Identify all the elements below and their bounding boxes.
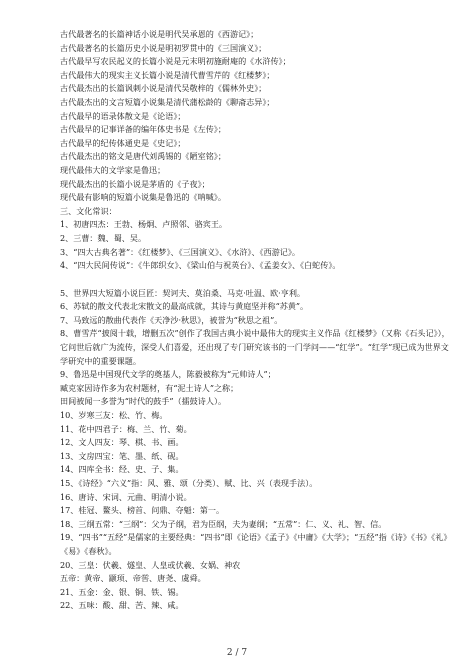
text-line: 古代最杰出的文言短篇小说集是清代蒲松龄的《聊斋志异》； bbox=[60, 96, 275, 107]
text-line: 17、桂冠、鳌头、榜首、问鼎、夺魁：第一。 bbox=[60, 505, 225, 516]
text-line: 15、《诗经》“六义”指：风、雅、颂（分类）、赋、比、兴（表现手法）。 bbox=[60, 478, 318, 488]
page-number: 2 / 7 bbox=[226, 648, 248, 658]
text-line: 古代最著名的长篇神话小说是明代吴承恩的《西游记》； bbox=[60, 29, 259, 39]
text-line: 6、苏轼的散文代表北宋散文的最高成就，其诗与黄庭坚并称“苏黄”。 bbox=[60, 301, 309, 312]
document-body bbox=[60, 28, 456, 613]
text-line: 田间被闻一多誉为“时代的鼓手”（擂鼓诗人）。 bbox=[60, 396, 227, 407]
text-line: 五帝：黄帝、颛顼、帝喾、唐尧、虞舜。 bbox=[60, 573, 206, 584]
text-line: 16、唐诗、宋词、元曲、明清小说。 bbox=[60, 491, 192, 502]
text-line: 9、鲁迅是中国现代文学的奠基人，陈毅被称为“元帅诗人”； bbox=[60, 369, 276, 380]
text-line: 20、三皇：伏羲、燧皇、人皇或伏羲、女娲、神农 bbox=[60, 559, 241, 570]
text-line: 5、世界四大短篇小说巨匠：契诃夫、莫泊桑、马克·吐温、欧·亨利。 bbox=[60, 287, 306, 298]
section-heading: 三、文化常识： bbox=[60, 205, 117, 216]
text-line: 1、初唐四杰：王勃、杨炯、卢照邻、骆宾王。 bbox=[60, 219, 228, 230]
text-line: 7、马致远的散曲代表作《天净沙·秋思》，被誉为“秋思之祖”。 bbox=[60, 314, 283, 325]
blank-line bbox=[60, 273, 456, 287]
text-paragraph: 19、“四书”“五经”是儒家的主要经典：“四书”即《论语》《孟子》《中庸》《大学》；“五经”指《诗》《书》《礼》《易》《春秋》。 bbox=[60, 532, 452, 556]
text-line: 13、文房四宝：笔、墨、纸、砚。 bbox=[60, 450, 184, 461]
text-line: 古代最杰出的铭文是唐代刘禹锡的《陋室铭》； bbox=[60, 151, 226, 162]
text-line: 14、四库全书：经、史、子、集。 bbox=[60, 464, 184, 475]
text-line: 古代最早的纪传体通史是《史记》； bbox=[60, 137, 186, 148]
text-line: 现代最伟大的文学家是鲁迅； bbox=[60, 164, 166, 175]
text-line: 古代最著名的长篇历史小说是明初罗贯中的《三国演义》； bbox=[60, 42, 267, 53]
text-line: 古代最早写农民起义的长篇小说是元末明初施耐庵的《水浒传》； bbox=[60, 56, 291, 67]
text-line: 臧克家因诗作多为农村题材，有“泥土诗人”之称； bbox=[60, 382, 239, 393]
text-line: 3、“四大古典名著”：《红楼梦》、《三国演义》、《水浒》、《西游记》。 bbox=[60, 246, 301, 257]
text-paragraph: 18、三纲五常：“三纲”：父为子纲，君为臣纲，夫为妻纲；“五常”：仁、义、礼、智、信。 bbox=[60, 518, 387, 529]
text-line: 2、三曹：魏、蜀、吴。 bbox=[60, 232, 147, 243]
text-line: 4、“四大民间传说”：《牛郎织女》、《梁山伯与祝英台》、《孟姜女》、《白蛇传》。 bbox=[60, 260, 341, 271]
text-line: 22、五味：酸、甜、苦、辣、咸。 bbox=[60, 600, 184, 611]
text-line: 古代最早的记事详备的编年体史书是《左传》； bbox=[60, 124, 226, 135]
text-line: 现代最杰出的长篇小说是茅盾的《子夜》； bbox=[60, 178, 210, 189]
text-line: 古代最杰出的长篇讽刺小说是清代吴敬梓的《儒林外史》； bbox=[60, 83, 267, 94]
text-line: 21、五金：金、银、铜、铁、锡。 bbox=[60, 586, 184, 597]
text-paragraph: 8、曹雪芹“披阅十载，增删五次”创作了我国古典小说中最伟大的现实主义作品《红楼梦》（又称《石头记》），它问世后就广为流传，深受人们喜爱，还出现了专门研究该书的一门学问——“红学”。“红学”现已成为世界文学研究中的重要课题。 bbox=[60, 328, 450, 366]
text-line: 现代最有影响的短篇小说集是鲁迅的《呐喊》。 bbox=[60, 192, 226, 203]
text-line: 12、文人四友：琴、棋、书、画。 bbox=[60, 437, 184, 448]
text-line: 古代最早的语录体散文是《论语》； bbox=[60, 110, 186, 121]
text-line: 10、岁寒三友：松、竹、梅。 bbox=[60, 410, 168, 421]
text-line: 古代最伟大的现实主义长篇小说是清代曹雪芹的《红楼梦》； bbox=[60, 69, 275, 80]
text-line: 11、花中四君子：梅、兰、竹、菊。 bbox=[60, 423, 192, 434]
